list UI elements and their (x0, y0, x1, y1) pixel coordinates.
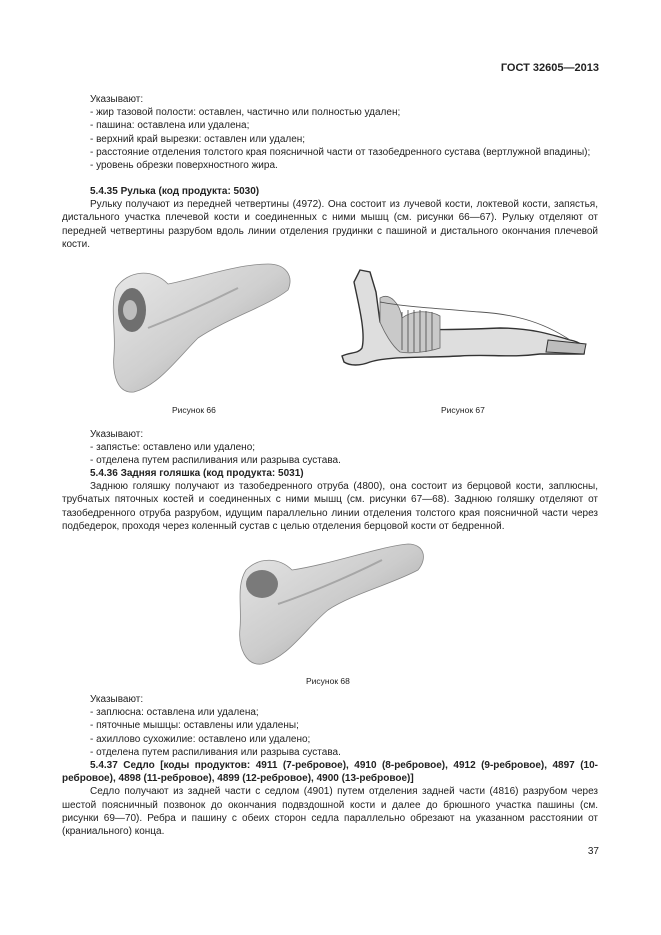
figure-66-caption: Рисунок 66 (172, 405, 216, 415)
list-item: - расстояние отделения толстого края поясничной части от тазобедренного сустава (вертлужной впадины); (90, 146, 591, 158)
specify-block-2 (62, 428, 598, 468)
section-5-4-37 (62, 759, 598, 838)
section-text: Седло получают из задней части с седлом (4901) путем отделения задней части (4816) разрубом через шестой поясничный позвонок до окончания подвздошной кости и далее до брюшного участка пашины (см. рисунки 69—70). Ребра и пашину с обеих сторон седла параллельно обрезают на указанном расстоянии от (краниального) конца. (62, 786, 598, 838)
section-title: 5.4.36 Задняя голяшка (код продукта: 5031) (90, 468, 304, 479)
figure-68-image (232, 540, 432, 670)
specify-block-3 (62, 693, 598, 759)
list-item: - уровень обрезки поверхностного жира. (90, 160, 278, 172)
list-item: - запястье: оставлено или удалено; (90, 442, 256, 454)
list-item: - пашина: оставлена или удалена; (90, 120, 250, 132)
figure-67-caption: Рисунок 67 (441, 405, 485, 415)
figure-66-image (108, 258, 298, 398)
list-item: - верхний край вырезки: оставлен или удален; (90, 133, 306, 145)
section-title: 5.4.37 Седло [коды продуктов: 4911 (7-ребровое), 4910 (8-ребровое), 4912 (9-ребровое), 4897 (10-ребровое), 4898 (11-ребровое), 4899 (12-ребровое), 4900 (13-ребровое)] (62, 760, 598, 785)
specify-block-1 (62, 93, 598, 172)
specify-lead: Указывают: (90, 694, 144, 705)
page-number: 37 (587, 846, 599, 857)
figure-68-caption: Рисунок 68 (306, 676, 350, 686)
list-item: - отделена путем распиливания или разрыва сустава. (90, 455, 341, 467)
figure-67-image (340, 262, 596, 374)
list-item: - ахиллово сухожилие: оставлено или удалено; (90, 733, 311, 745)
list-item: - пяточные мышцы: оставлены или удалены; (90, 720, 299, 732)
list-item: - жир тазовой полости: оставлен, частично или полностью удален; (90, 107, 401, 119)
list-item: - отделена путем распиливания или разрыва сустава. (90, 746, 341, 758)
specify-lead: Указывают: (90, 94, 144, 105)
list-item: - заплюсна: оставлена или удалена; (90, 707, 259, 719)
document-header: ГОСТ 32605—2013 (500, 62, 599, 74)
section-title: 5.4.35 Рулька (код продукта: 5030) (90, 186, 260, 197)
section-text: Рульку получают из передней четвертины (4972). Она состоит из лучевой кости, локтевой кости, запястья, дистального участка плечевой кости и соединенных с ними мышц (см. рисунки 66—67). Рульку отделяют от передней четвертины разрубом вдоль линии отделения грудинки с пашиной и дистального окончания плечевой кости. (62, 199, 598, 250)
section-5-4-36 (62, 467, 598, 533)
section-5-4-35 (62, 185, 598, 251)
section-text: Заднюю голяшку получают из тазобедренного отруба (4800), она состоит из берцовой кости, заплюсны, трубчатых пяточных костей и соединенных с ними мышц (см. рисунки 67—68). Заднюю голяшку отделяют от тазобедренного отруба разрубом, идущим параллельно линии отделения толстого края поясничной части через подбедерок, проходя через коленный сустав с целью отделения берцовой кости от бедренной. (62, 481, 598, 532)
specify-lead: Указывают: (90, 429, 144, 440)
